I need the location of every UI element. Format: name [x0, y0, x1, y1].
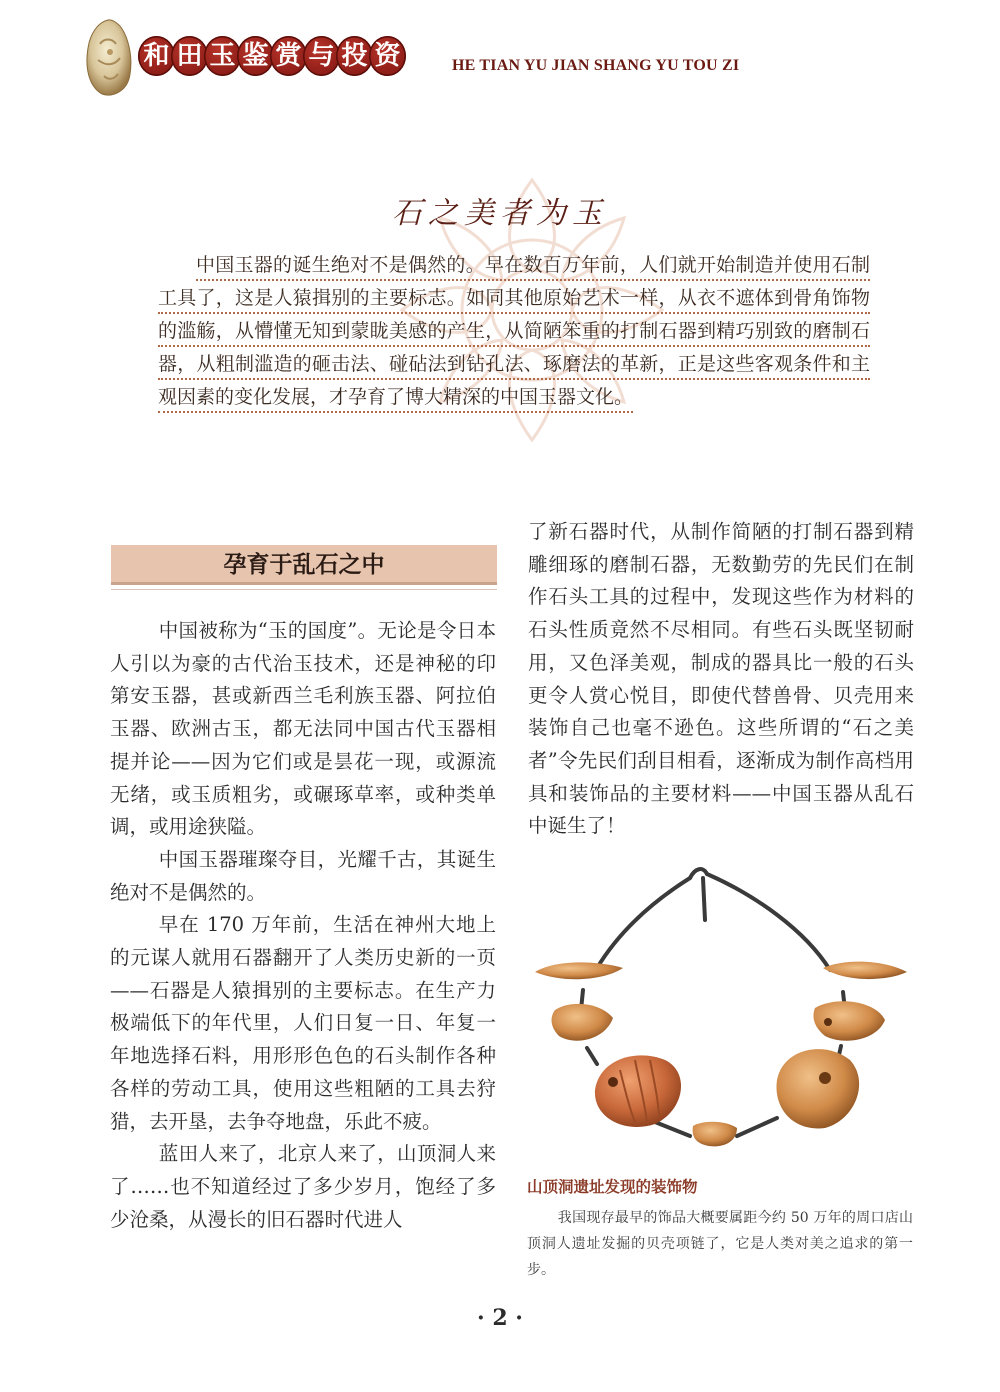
body-paragraph: 中国玉器璀璨夺目，光耀千古，其诞生绝对不是偶然的。 [110, 847, 496, 904]
book-title-char: 鉴 [237, 36, 274, 76]
book-title-char: 投 [336, 36, 373, 76]
book-title-char: 赏 [270, 36, 307, 76]
body-paragraph: 中国被称为“玉的国度”。无论是令日本人引以为豪的古代治玉技术，还是神秘的印第安玉器，甚或新西兰毛利族玉器、阿拉伯玉器、欧洲古玉，都无法同中国古代玉器相提并论——因为它们或是昙花一现，或源流无绪，或玉质粗劣，或碾琢草率，或种类单调，或用途狭隘。 [110, 619, 496, 839]
body-paragraph: 早在 170 万年前，生活在神州大地上的元谋人就用石器翻开了人类历史新的一页——石器是人猿揖别的主要标志。在生产力极端低下的年代里，人们日复一日、年复一年地选择石料，用形形色色的石头制作各种各样的劳动工具，使用这些粗陋的工具去狩猎，去开垦，去争夺地盘，乐此不疲。 [110, 913, 496, 1133]
book-title-char: 和 [138, 36, 175, 76]
figure-caption-title: 山顶洞遗址发现的装饰物 [527, 1177, 698, 1196]
body-paragraph: 蓝田人来了，北京人来了，山顶洞人来了……也不知道经过了多少岁月，饱经了多少沧桑，从漫长的旧石器时代进人 [110, 1142, 496, 1231]
body-column-left [110, 615, 496, 1236]
jade-carving-logo [80, 16, 136, 98]
book-title-pinyin: HE TIAN YU JIAN SHANG YU TOU ZI [452, 57, 740, 74]
book-title-char: 与 [303, 36, 340, 76]
intro-text: 中国玉器的诞生绝对不是偶然的。早在数百万年前，人们就开始制造并使用石制工具了，这是人猿揖别的主要标志。如同其他原始艺术一样，从衣不遮体到骨角饰物的滥觞，从懵懂无知到蒙眬美感的产生，从简陋笨重的打制石器到精巧别致的磨制石器，从粗制滥造的砸击法、碰砧法到钻孔法、琢磨法的革新，正是这些客观条件和主观因素的变化发展，才孕育了博大精深的中国玉器文化。 [158, 254, 870, 413]
intro-paragraph [158, 249, 870, 414]
figure-caption-text: 我国现存最早的饰品大概要属距今约 50 万年的周口店山顶洞人遗址发掘的贝壳项链了，它是人类对美之追求的第一步。 [527, 1210, 913, 1278]
book-title-char: 玉 [204, 36, 241, 76]
body-column-right [528, 516, 914, 843]
intro-heading: 石之美者为玉 [392, 196, 608, 231]
pendant-shape [535, 962, 623, 979]
body-paragraph-continued: 了新石器时代，从制作简陋的打制石器到精雕细琢的磨制石器，无数勤劳的先民们在制作石头工具的过程中，发现这些作为材料的石头性质竟然不尽相同。有些石头既坚韧耐用，又色泽美观，制成的器具比一般的石头更令人赏心悦目，即使代替兽骨、贝壳用来装饰自己也毫不逊色。这些所谓的“石之美者”令先民们刮目相看，逐渐成为制作高档用具和装饰品的主要材料——中国玉器从乱石中诞生了！ [528, 520, 914, 838]
book-title [138, 36, 402, 76]
page-number: · 2 · [477, 1305, 523, 1331]
section-title: 孕育于乱石之中 [223, 551, 385, 578]
section-divider [111, 589, 497, 590]
book-title-char: 田 [171, 36, 208, 76]
shell-necklace-illustration [525, 850, 915, 1160]
book-title-char: 资 [369, 36, 406, 76]
